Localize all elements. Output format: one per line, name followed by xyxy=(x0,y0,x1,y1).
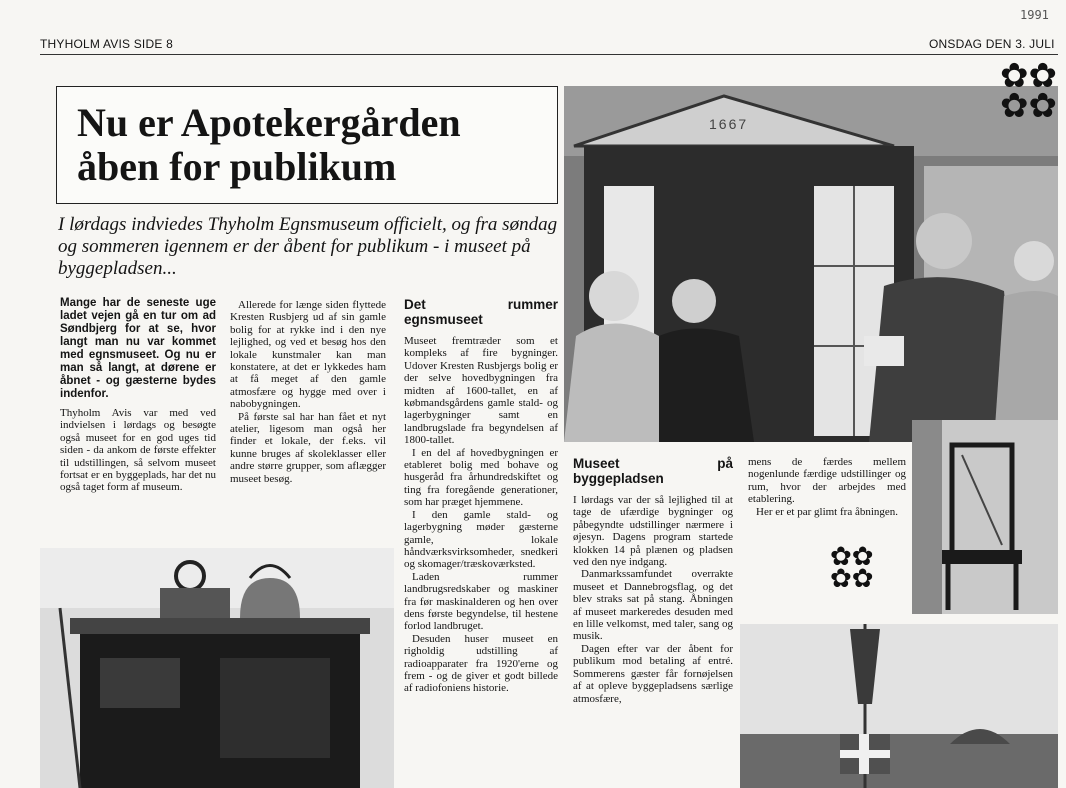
col3-paragraph-4: Laden rummer landbrugsredskaber og maskiner fra før maskinalderen og hen over dens første begyndelse, til hestene forlod landbruget. xyxy=(404,570,558,633)
page-header-right: ONSDAG DEN 3. JULI xyxy=(929,37,1055,51)
photo-chair xyxy=(912,420,1058,614)
photo-opening-ceremony-drawing xyxy=(564,86,1058,442)
photo-old-stove xyxy=(40,548,394,788)
article-deck: I lørdags indviedes Thyholm Egnsmuseum officielt, og fra søndag og sommeren igennem er der åbent for publikum - i museet på byggepladsen... xyxy=(58,214,558,279)
photo-chair-drawing xyxy=(912,420,1058,614)
col4-paragraph-3: Dagen efter var der åbent for publikum mod betaling af entré. Sommerens gæster får fornøjelsen af at opleve byggepladsens særlige atmosfære, xyxy=(573,642,733,705)
photo-opening-ceremony xyxy=(564,86,1058,442)
headline xyxy=(77,101,557,189)
column-2 xyxy=(230,299,386,485)
column-5 xyxy=(748,456,906,518)
pencil-note: 1991 xyxy=(1020,8,1049,22)
page-header-left: THYHOLM AVIS SIDE 8 xyxy=(40,37,173,51)
photo-old-stove-drawing xyxy=(40,548,394,788)
column-4 xyxy=(573,456,733,705)
photo-sign-year: 1667 xyxy=(709,116,749,132)
col3-paragraph-3: I den gamle stald- og lagerbygning møder gæsterne gamle, lokale håndværksvirksomheder, snedkeri og skomager/træskoværksted. xyxy=(404,508,558,571)
photo-flag-drawing xyxy=(740,624,1058,788)
col4-paragraph-2: Danmarkssamfundet overrakte museet et Dannebrogsflag, og det blev straks sat på stang. Åbningen af museet markeredes desuden med en lille velkomst, med taler, sang og musik. xyxy=(573,568,733,643)
header-rule xyxy=(40,54,1058,55)
subheading-det-rummer: Det rummer egnsmuseet xyxy=(404,297,558,327)
col3-paragraph-2: I en del af hovedbygningen er etableret bolig med bohave og husgeråd fra århundredskiftet og ting fra foregående generationer, som har præget hjemmene. xyxy=(404,446,558,509)
lead-paragraph: Mange har de seneste uge ladet vejen gå en tur om ad Søndbjerg for at se, hvor langt man nu var kommet med egnsmuseet. Og nu er man så langt, at dørene er åbnet - og gæsterne bydes indenfor. xyxy=(60,297,216,400)
col2-paragraph-2: På første sal har han fået et nyt atelier, ligesom man også her finder et lokale, der f.eks. vil kunne bruges af skoleklasser eller andre større grupper, som aflægger museet besøg. xyxy=(230,410,386,485)
col3-paragraph-1: Museet fremtræder som et kompleks af fire bygninger. Udover Kresten Rusbjergs bolig er der selve hovedbygningen fra midten af 1600-tallet, en af købmandsgårdens gamle stald- og lagerbygninger samt en landbrugslade fra begyndelsen af 1800-tallet. xyxy=(404,335,558,447)
column-1 xyxy=(60,297,216,494)
headline-box xyxy=(56,86,558,204)
flower-ornament-small-icon: ✿✿ ✿✿ xyxy=(830,542,874,593)
col3-paragraph-5: Desuden huser museet en righoldig udstilling af radioapparater fra 1920'erne og frem - og de giver et godt billede af radiofoniens historie. xyxy=(404,632,558,695)
headline-line-1: Nu er Apotekergården xyxy=(77,100,461,145)
col4-paragraph-1: I lørdags var der så lejlighed til at tage de ufærdige bygninger og påbegyndte udstillinger nærmere i øjesyn. Dagens program startede klokken 14 på plænen og pladsen ved den nye indgang. xyxy=(573,494,733,569)
col1-paragraph-1: Thyholm Avis var med ved indvielsen i lørdags og besøgte også museet for en god uges tid siden - da ankom de første effekter til udstillingen, så selvom museet fortsat er en byggeplads, har det nu også taget form af museum. xyxy=(60,407,216,494)
col2-paragraph-1: Allerede for længe siden flyttede Kresten Rusbjerg ud af sin gamle bolig for at rykke ind i den nye lejlighed, og ved et besøg hos den lokale kunstmaler kan man konstatere, at det er lykkedes ham at få meget af den gamle atmosfære og hygge med over i nabobygningen. xyxy=(230,299,386,411)
photo-flag xyxy=(740,624,1058,788)
column-3 xyxy=(404,297,558,695)
col5-paragraph-2: Her er et par glimt fra åbningen. xyxy=(756,505,899,518)
subheading-byggepladsen: Museet på byggepladsen xyxy=(573,456,733,486)
col5-paragraph-1: mens de færdes mellem nogenlunde færdige udstillinger og rum, hvor der arbejdes med etablering. xyxy=(748,456,906,506)
flower-ornament-icon: ✿✿ ✿✿ xyxy=(1000,58,1057,125)
headline-line-2: åben for publikum xyxy=(77,144,397,189)
